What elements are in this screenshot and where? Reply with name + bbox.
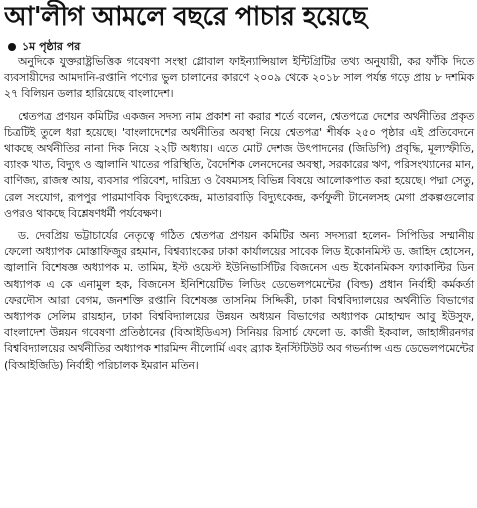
continued-from-page-label: ১ম পৃষ্ঠার পর (22, 40, 81, 53)
paragraph-2: শ্বেতপত্র প্রণয়ন কমিটির একজন সদস্য নাম প্রকাশ না করার শর্তে বলেন, শ্বেতপত্রে দেশের অর্থনীতির প্রকৃত চিত্রটিই তুলে ধরা হয়েছে। 'বাংলাদেশের অর্থনীতির অবস্থা নিয়ে শ্বেতপত্র' শীর্ষক ২৫০ পৃষ্ঠার এই প্রতিবেদনে থাকছে অর্থনীতির নানা দিক নিয়ে ২২টি অধ্যায়। এতে মোট দেশজ উৎপাদনের (জিডিপি) প্রবৃদ্ধি, মূল্যস্ফীতি, ব্যাংক খাত, বিদ্যুৎ ও জ্বালানি খাতের পরিস্থিতি, বৈদেশিক লেনদেনের অবস্থা, সরকারের ঋণ, পরিসংখ্যানের মান, বাণিজ্য, রাজস্ব আয়, ব্যবসার পরিবেশ, দারিদ্র্য ও বৈষম্যসহ বিভিন্ন বিষয়ে আলোকপাত করা হয়েছে। পদ্মা সেতু, রেল সংযোগ, রূপপুর পারমাণবিক বিদ্যুৎকেন্দ্র, মাতারবাড়ি বিদ্যুৎকেন্দ্র, কর্ণফুলী টানেলসহ মেগা প্রকল্পগুলোর ওপরও থাকছে বিশ্লেষণধর্মী পর্যবেক্ষণ। (4, 109, 474, 220)
article-body (4, 54, 474, 374)
continuation-marker (8, 40, 80, 53)
paragraph-1: অনুদিকে যুক্তরাষ্ট্রভিত্তিক গবেষণা সংস্থা গ্লোবাল ফাইন্যান্সিয়াল ইন্টিগ্রিটির তথ্য অনুযায়ী, কর ফাঁকি দিতে ব্যবসায়ীদের আমদানি-রপ্তানি পণ্যের ভুল চালানের কারণে ২০০৯ থেকে ২০১৮ সাল পর্যন্ত গড়ে প্রায় ৮ দশমিক ২৭ বিলিয়ন ডলার হারিয়েছে বাংলাদেশ। (4, 55, 474, 101)
headline: আ'লীগ আমলে বছরে পাচার হয়েছে (4, 2, 367, 32)
paragraph-3: ড. দেবপ্রিয় ভট্টাচার্যের নেতৃত্বে গঠিত শ্বেতপত্র প্রণয়ন কমিটির অন্য সদস্যরা হলেন- সিপিডির সম্মানীয় ফেলো অধ্যাপক মোস্তাফিজুর রহমান, বিশ্বব্যাংকের ঢাকা কার্যালয়ের সাবেক লিড ইকোনমিস্ট ড. জাহিদ হোসেন, জ্বালানি বিশেষজ্ঞ অধ্যাপক ম. তামিম, ইস্ট ওয়েস্ট ইউনিভার্সিটির বিজনেস এন্ড ইকোনমিকস ফ্যাকাল্টির ডিন অধ্যাপক এ কে এনামুল হক, বিজনেস ইনিশিয়েটিভ লিডিং ডেভেলপমেন্টের (বিল্ড) প্রধান নির্বাহী কর্মকর্তা ফেরদৌস আরা বেগম, জনশক্তি রপ্তানি বিশেষজ্ঞ তাসনিম সিদ্দিকী, ঢাকা বিশ্ববিদ্যালয়ের অর্থনীতি বিভাগের অধ্যাপক সেলিম রায়হান, ঢাকা বিশ্ববিদ্যালয়ের উন্নয়ন অধ্যয়ন বিভাগের অধ্যাপক মোহাম্মদ আবু ইউসুফ, বাংলাদেশ উন্নয়ন গবেষণা প্রতিষ্ঠানের (বিআইডিএস) সিনিয়র রিসার্চ ফেলো ড. কাজী ইকবাল, জাহাঙ্গীরনগর বিশ্ববিদ্যালয়ের অর্থনীতির অধ্যাপক শারমিন্দ নীলোর্মি এবং ব্র্যাক ইনস্টিটিউট অব গভর্ন্যান্স এন্ড ডেভেলপমেন্টের (বিআইজিডি) নির্বাহী পরিচালক ইমরান মতিন। (4, 229, 474, 372)
bullet-icon (8, 43, 16, 51)
